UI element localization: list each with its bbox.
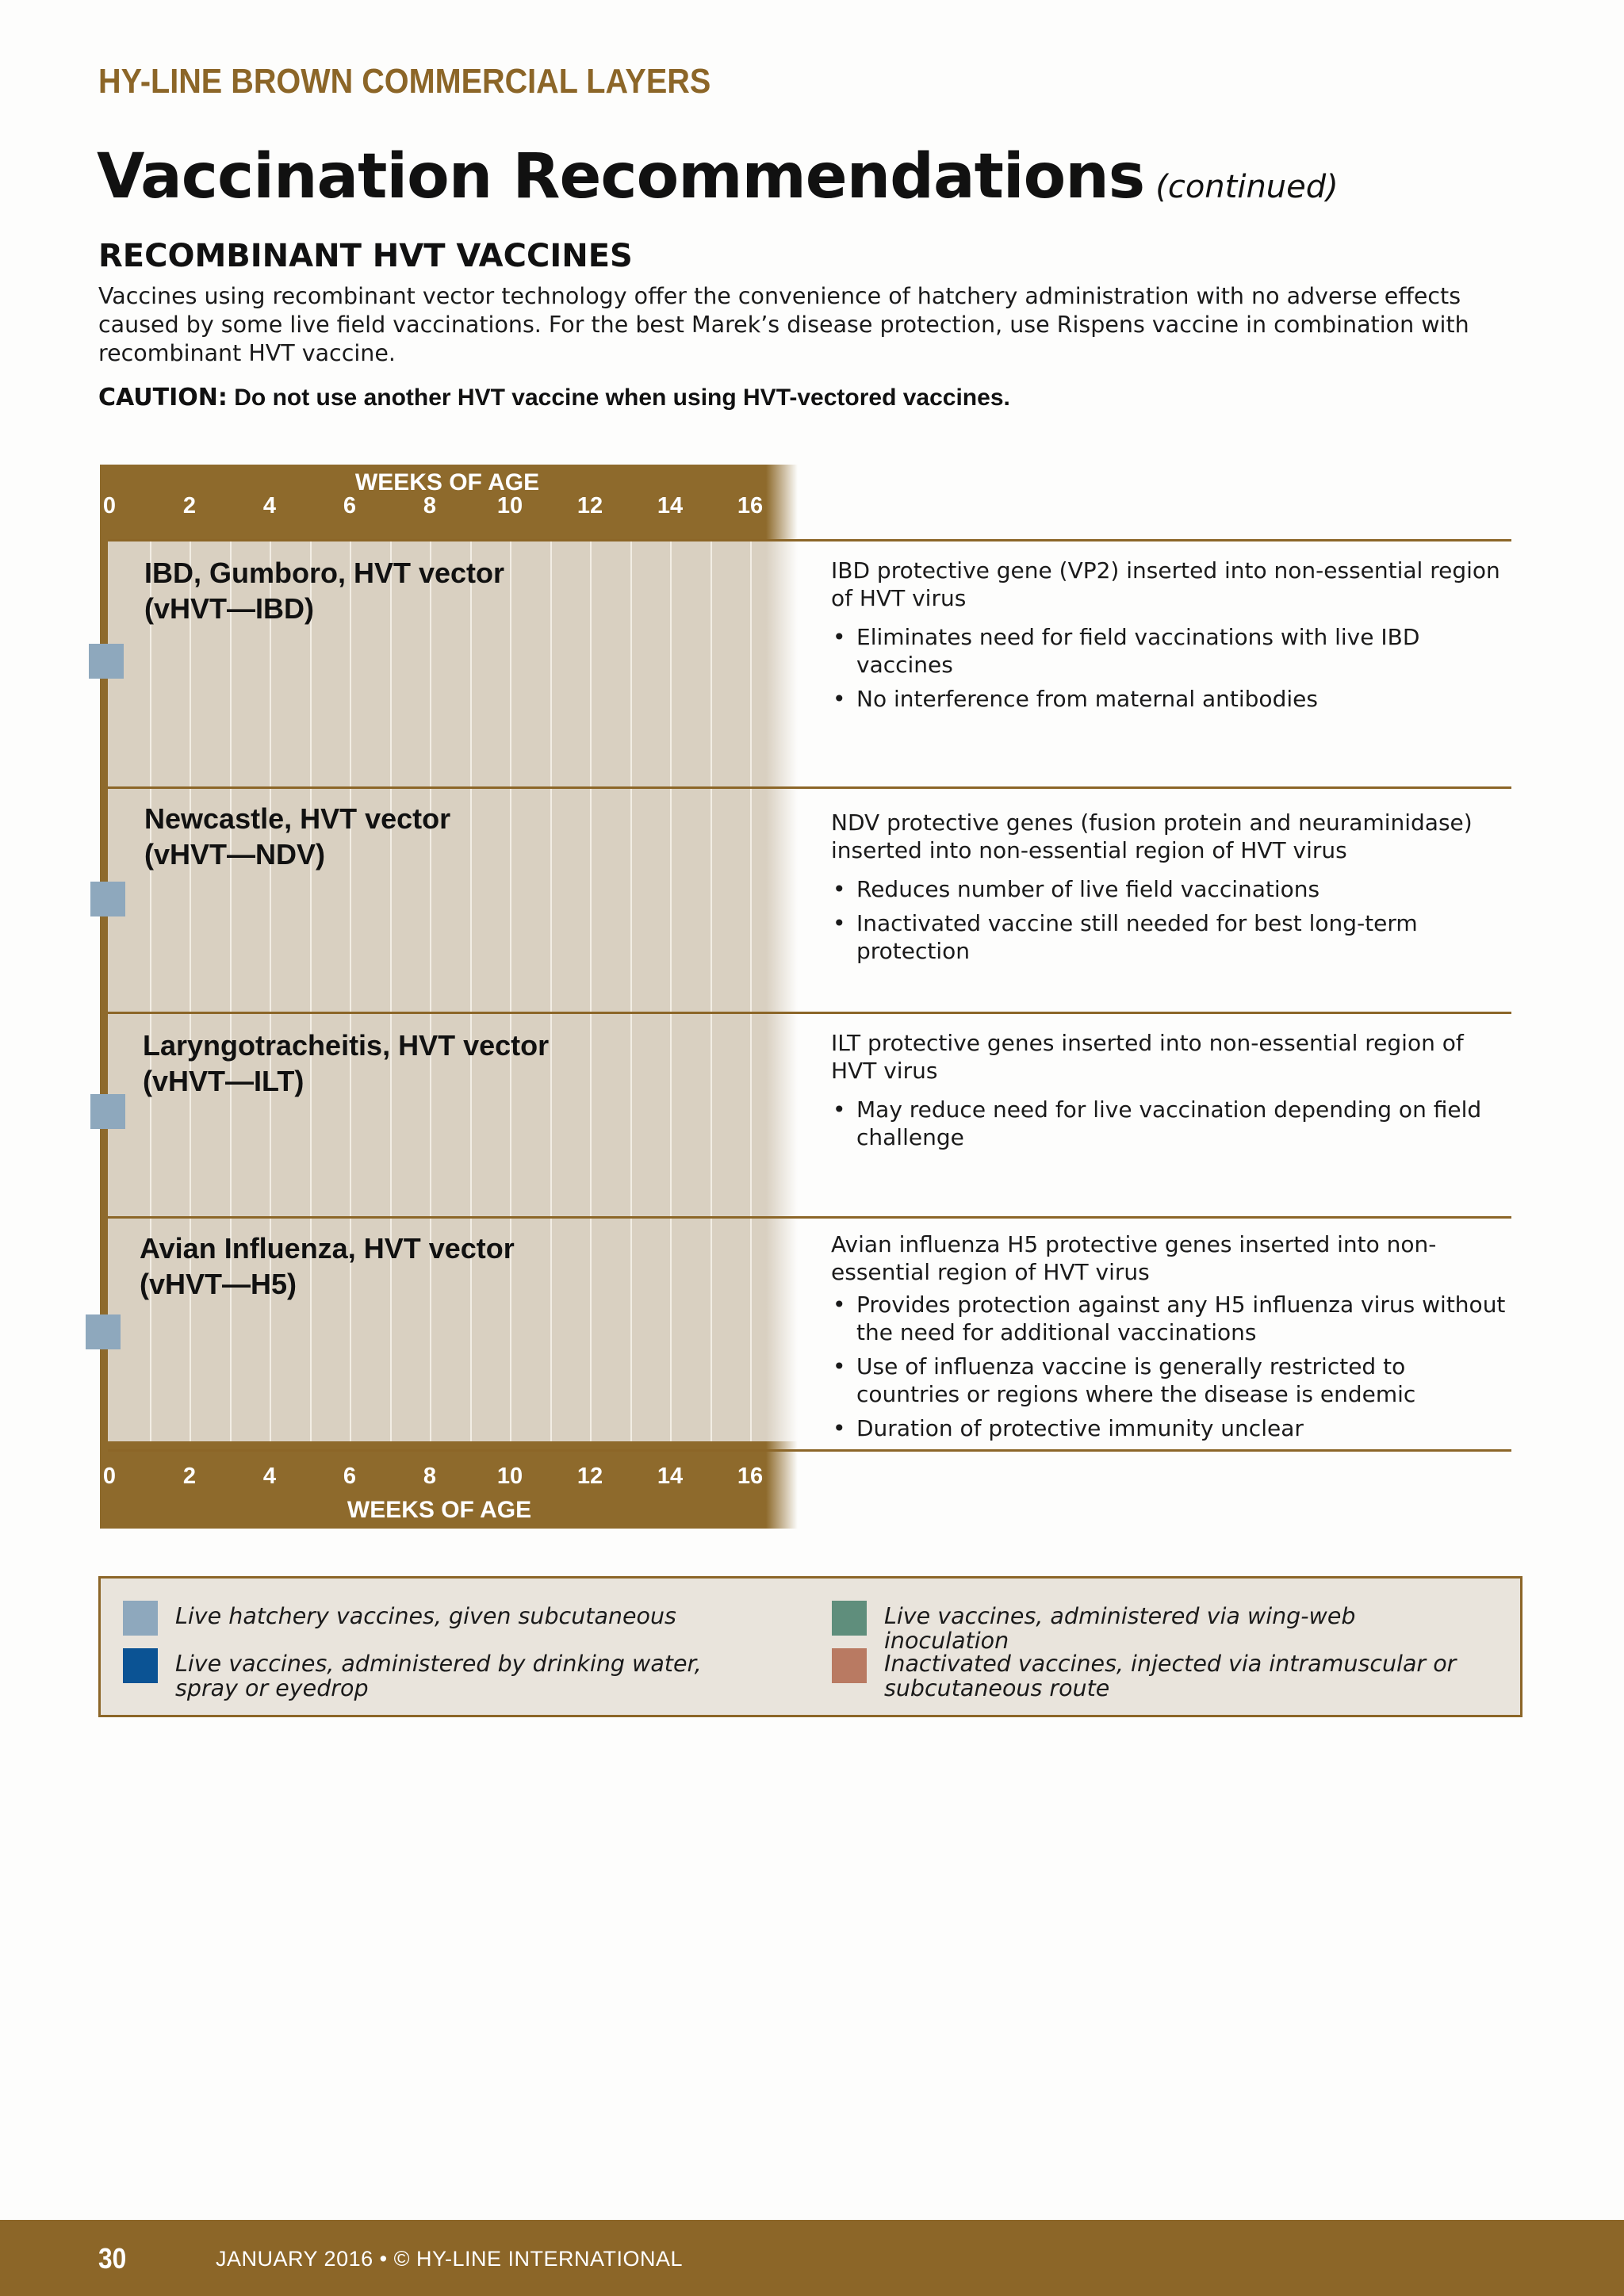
intro-paragraph: Vaccines using recombinant vector technology offer the convenience of hatchery administration with no adverse effects caused by some live field vaccinations. For the best Marek’s disease protection, use Rispens vaccine in combination with recombinant HVT vaccine. bbox=[98, 283, 1469, 366]
legend-swatch bbox=[123, 1601, 158, 1636]
vaccine-name: Laryngotracheitis, HVT vector bbox=[143, 1029, 550, 1062]
gridline bbox=[270, 541, 271, 1441]
vaccination-timeline-chart bbox=[100, 465, 798, 1529]
description-text: Avian influenza H5 protective genes inserted into non-essential region of HVT virus bbox=[831, 1231, 1437, 1285]
gridline bbox=[470, 541, 472, 1441]
axis-tick-label: 10 bbox=[496, 493, 523, 519]
row-divider bbox=[108, 786, 1511, 789]
axis-tick-label: 14 bbox=[657, 1464, 684, 1489]
gridline bbox=[750, 541, 752, 1441]
caution-note bbox=[98, 384, 1510, 411]
description-bullets bbox=[831, 875, 1529, 965]
description-bullets bbox=[831, 1096, 1513, 1151]
brand-header: HY-LINE BROWN COMMERCIAL LAYERS bbox=[98, 62, 711, 101]
section-heading: RECOMBINANT HVT VACCINES bbox=[98, 238, 633, 274]
caution-label: CAUTION: bbox=[98, 384, 228, 411]
bullet-item: • Eliminates need for field vaccinations with live IBD vaccines bbox=[831, 623, 1513, 679]
description-text: ILT protective genes inserted into non-essential region of HVT virus bbox=[831, 1030, 1464, 1084]
bullet-item: • Provides protection against any H5 influenza virus without the need for additional vaccinations bbox=[831, 1291, 1513, 1346]
gridline bbox=[150, 541, 151, 1441]
page-number: 30 bbox=[98, 2242, 127, 2275]
gridline bbox=[350, 541, 351, 1441]
legend-swatch bbox=[832, 1601, 867, 1636]
vaccine-label-ibd bbox=[144, 555, 747, 626]
vaccine-name: IBD, Gumboro, HVT vector bbox=[144, 557, 505, 589]
axis-tick-label: 6 bbox=[343, 493, 357, 519]
axis-tick-label: 12 bbox=[576, 1464, 603, 1489]
vaccine-name: Avian Influenza, HVT vector bbox=[140, 1232, 515, 1265]
axis-tick-label: 14 bbox=[657, 493, 684, 519]
legend-label: Live vaccines, administered via wing-web inoculation bbox=[884, 1603, 1356, 1654]
gridline bbox=[510, 541, 511, 1441]
legend-label: Live vaccines, administered by drinking water, spray or eyedrop bbox=[175, 1651, 702, 1701]
bullet-item: • May reduce need for live vaccination depending on field challenge bbox=[831, 1096, 1513, 1151]
vaccine-description-ndv bbox=[831, 809, 1529, 971]
axis-tick-label: 8 bbox=[423, 1464, 437, 1489]
gridline bbox=[630, 541, 632, 1441]
axis-tick-label: 8 bbox=[423, 493, 437, 519]
axis-tick-label: 4 bbox=[262, 493, 277, 519]
hatchery-vaccine-marker-ilt bbox=[90, 1094, 125, 1129]
vaccine-code: (vHVT—H5) bbox=[140, 1268, 297, 1300]
vaccine-label-ndv bbox=[144, 801, 747, 872]
description-text: IBD protective gene (VP2) inserted into non-essential region of HVT virus bbox=[831, 557, 1500, 611]
gridline bbox=[310, 541, 312, 1441]
axis-tick-label: 12 bbox=[576, 493, 603, 519]
gridline bbox=[710, 541, 712, 1441]
axis-title-top: WEEKS OF AGE bbox=[354, 469, 540, 496]
axis-tick-label: 16 bbox=[737, 493, 764, 519]
row-divider bbox=[108, 539, 1511, 541]
description-bullets bbox=[831, 1291, 1513, 1442]
gridline bbox=[670, 541, 672, 1441]
row-divider bbox=[108, 1449, 1511, 1452]
page-footer bbox=[0, 2220, 1624, 2296]
bullet-item: • No interference from maternal antibodies bbox=[831, 685, 1513, 713]
axis-title-bottom: WEEKS OF AGE bbox=[347, 1497, 532, 1523]
legend-swatch bbox=[832, 1648, 867, 1683]
description-bullets bbox=[831, 623, 1513, 713]
legend-swatch bbox=[123, 1648, 158, 1683]
gridline bbox=[390, 541, 392, 1441]
axis-tick-label: 10 bbox=[496, 1464, 523, 1489]
gridline bbox=[190, 541, 191, 1441]
vaccine-code: (vHVT—NDV) bbox=[144, 838, 326, 871]
vaccine-description-h5 bbox=[831, 1230, 1513, 1448]
gridline bbox=[430, 541, 431, 1441]
chart-panel bbox=[108, 541, 798, 1441]
bullet-item: • Inactivated vaccine still needed for best long-term protection bbox=[831, 909, 1529, 965]
gridline bbox=[550, 541, 552, 1441]
caution-text: Do not use another HVT vaccine when using HVT-vectored vaccines. bbox=[234, 385, 1010, 411]
page-title bbox=[97, 141, 1339, 212]
axis-tick-label: 2 bbox=[182, 493, 197, 519]
description-text: NDV protective genes (fusion protein and neuraminidase) inserted into non-essential region of HVT virus bbox=[831, 809, 1473, 863]
vaccine-label-h5 bbox=[140, 1230, 742, 1302]
axis-tick-label: 0 bbox=[102, 1464, 117, 1489]
axis-tick-label: 16 bbox=[737, 1464, 764, 1489]
axis-tick-label: 6 bbox=[343, 1464, 357, 1489]
bullet-item: • Duration of protective immunity unclear bbox=[831, 1414, 1513, 1442]
page-title-text: Vaccination Recommendations bbox=[97, 141, 1145, 212]
vaccine-code: (vHVT—IBD) bbox=[144, 592, 314, 625]
vaccine-description-ibd bbox=[831, 557, 1513, 719]
footer-copyright: JANUARY 2016 • © HY-LINE INTERNATIONAL bbox=[216, 2247, 684, 2271]
row-divider bbox=[108, 1012, 1511, 1014]
axis-tick-label: 4 bbox=[262, 1464, 277, 1489]
page-title-suffix: (continued) bbox=[1155, 169, 1339, 205]
bullet-item: • Reduces number of live field vaccinations bbox=[831, 875, 1529, 903]
gridline bbox=[590, 541, 592, 1441]
legend bbox=[98, 1576, 1522, 1717]
axis-tick-label: 0 bbox=[102, 493, 117, 519]
hatchery-vaccine-marker-ibd bbox=[89, 644, 124, 679]
axis-tick-label: 2 bbox=[182, 1464, 197, 1489]
hatchery-vaccine-marker-ndv bbox=[90, 882, 125, 916]
gridline bbox=[230, 541, 232, 1441]
legend-label: Inactivated vaccines, injected via intramuscular or subcutaneous route bbox=[884, 1651, 1457, 1701]
row-divider bbox=[108, 1216, 1511, 1219]
legend-label: Live hatchery vaccines, given subcutaneous bbox=[175, 1603, 676, 1629]
vaccine-label-ilt bbox=[143, 1027, 745, 1099]
vaccine-name: Newcastle, HVT vector bbox=[144, 802, 451, 835]
hatchery-vaccine-marker-h5 bbox=[86, 1314, 121, 1349]
vaccine-description-ilt bbox=[831, 1029, 1513, 1158]
vaccine-code: (vHVT—ILT) bbox=[143, 1065, 304, 1097]
bullet-item: • Use of influenza vaccine is generally restricted to countries or regions where the disease is endemic bbox=[831, 1353, 1513, 1408]
